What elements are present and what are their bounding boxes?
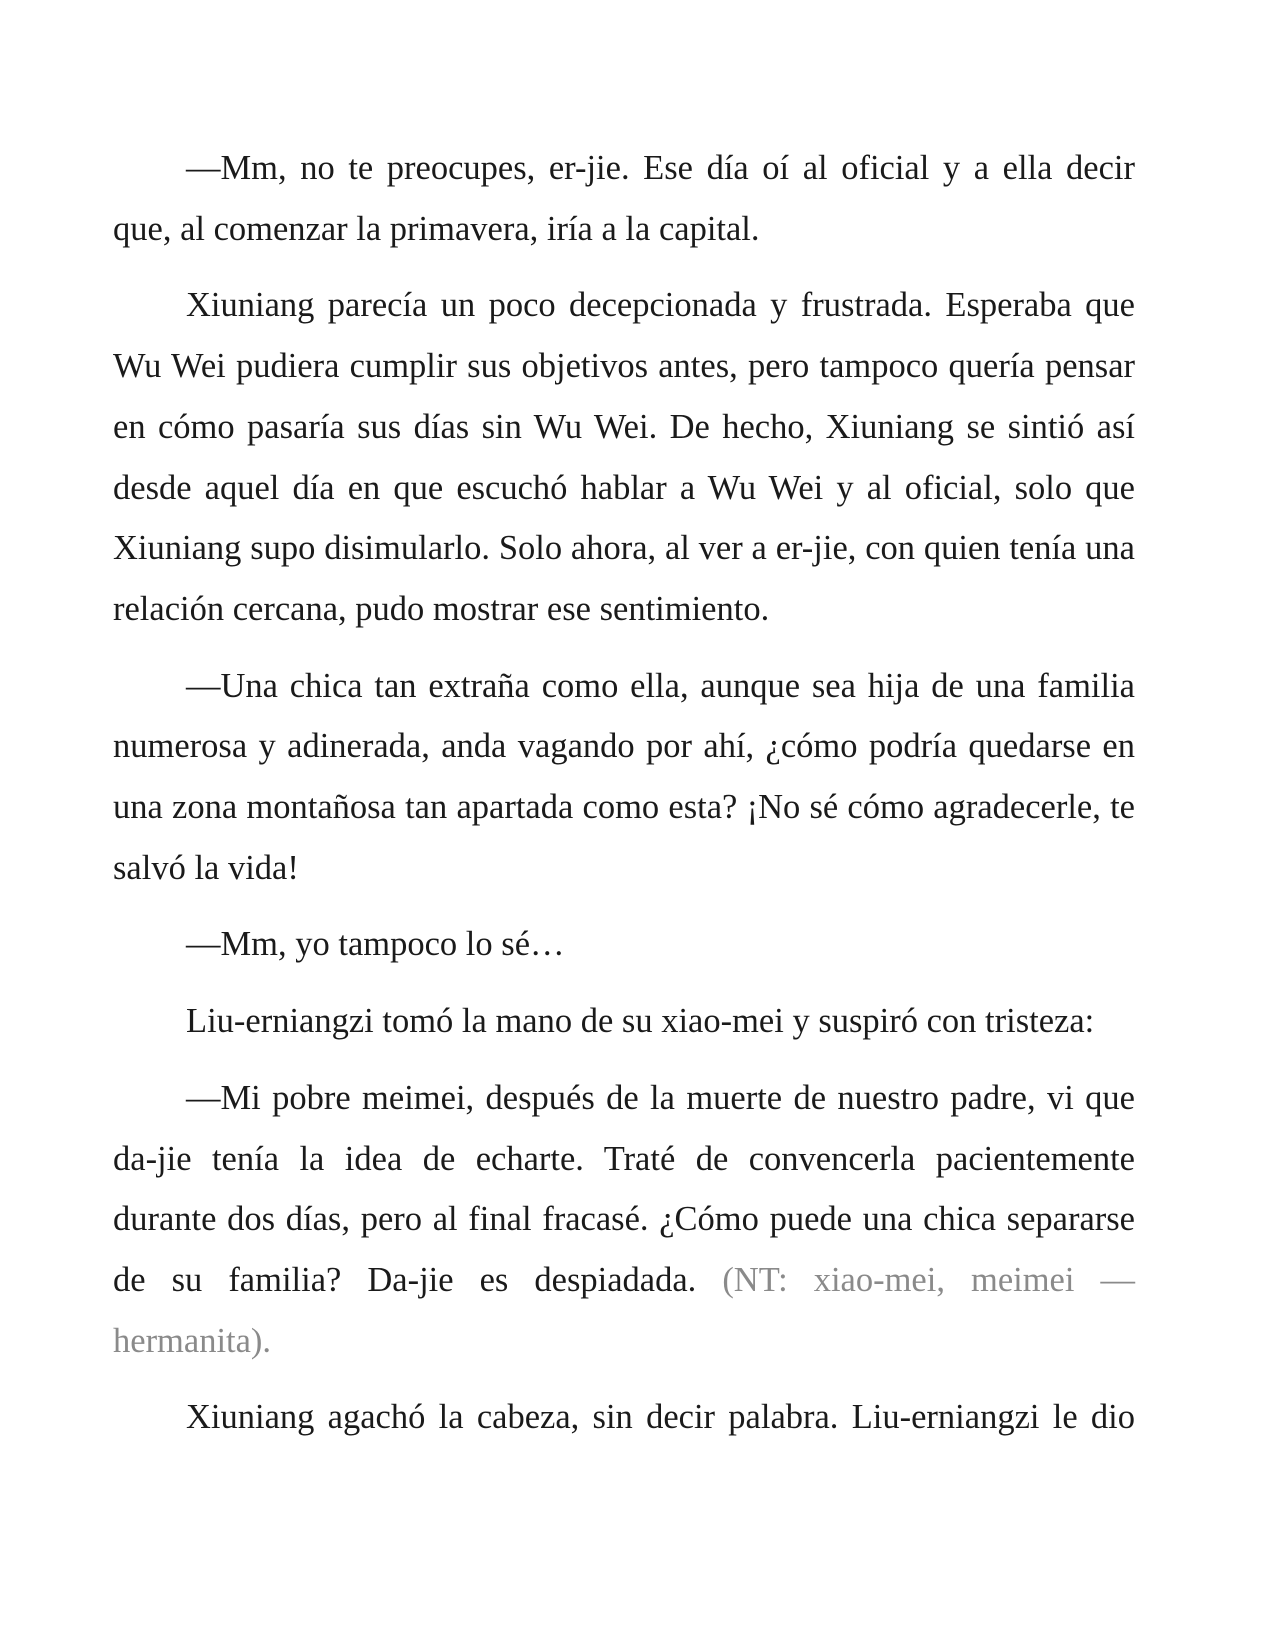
paragraph-text: Xiuniang parecía un poco decepcionada y frustrada. Esperaba que Wu Wei pudiera cumplir sus objetivos antes, pero tampoco quería pensar en cómo pasaría sus días sin Wu Wei. De hecho, Xiuniang se sintió así desde aquel día en que escuchó hablar a Wu Wei y al oficial, solo que Xiuniang supo disimularlo. Solo ahora, al ver a er-jie, con quien tenía una relación cercana, pudo mostrar ese sentimiento. <box>113 286 1135 628</box>
document-body <box>113 138 1135 1464</box>
paragraph <box>113 1387 1135 1448</box>
paragraph-text: Xiuniang agachó la cabeza, sin decir palabra. Liu-erniangzi le dio <box>186 1398 1135 1437</box>
paragraph <box>113 1068 1135 1372</box>
paragraph <box>113 138 1135 259</box>
paragraph-text: —Mi pobre meimei, después de la muerte de nuestro padre, vi que da-jie tenía la idea de echarte. Traté de convencerla pacientemente durante dos días, pero al final fracasé. ¿Cómo puede una chica separarse de su familia? Da-jie es despiadada. <box>113 1078 1135 1299</box>
paragraph <box>113 914 1135 975</box>
paragraph <box>113 275 1135 639</box>
paragraph <box>113 991 1135 1052</box>
paragraph-text: —Una chica tan extraña como ella, aunque sea hija de una familia numerosa y adinerada, anda vagando por ahí, ¿cómo podría quedarse en una zona montañosa tan apartada como esta? ¡No sé cómo agradecerle, te salvó la vida! <box>113 666 1135 887</box>
paragraph-text: —Mm, yo tampoco lo sé… <box>186 925 565 964</box>
translator-note: (NT: xiao-mei, meimei — hermanita). <box>113 1260 1135 1360</box>
paragraph-text: Liu-erniangzi tomó la mano de su xiao-mei y suspiró con tristeza: <box>186 1002 1095 1041</box>
paragraph <box>113 656 1135 899</box>
paragraph-text: —Mm, no te preocupes, er-jie. Ese día oí al oficial y a ella decir que, al comenzar la primavera, iría a la capital. <box>113 149 1135 248</box>
